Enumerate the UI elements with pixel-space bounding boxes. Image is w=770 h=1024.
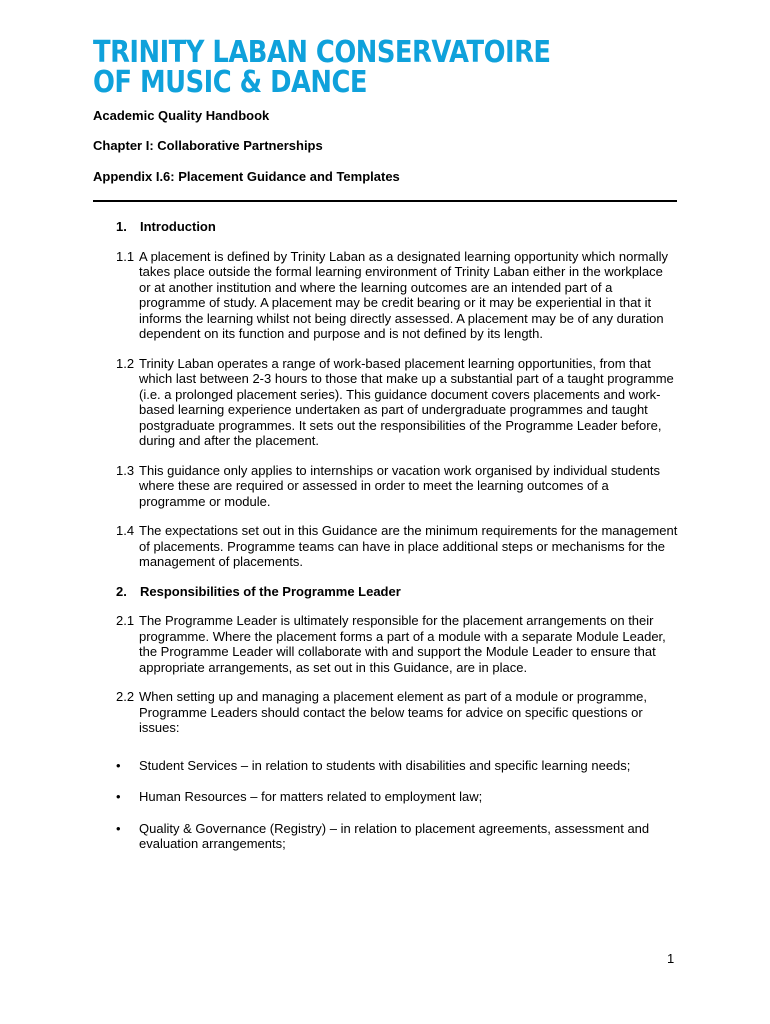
handbook-title: Academic Quality Handbook [93,108,270,123]
paragraph-number: 1.1 [116,248,135,264]
page-number: 1 [667,951,675,966]
chapter-title: Chapter I: Collaborative Partnerships [93,138,323,153]
paragraph-number: 2.1 [116,613,135,628]
paragraph-text: Trinity Laban operates a range of work-based placement learning opportunities, from that which last between 2-3 hours to those that make up a substantial part of a taught programme (i.e. a prolonged placement series). This guidance document covers placements and work-based learning experience undertaken as part of undergraduate programmes and taught postgraduate programmes. It sets out the responsibilities of the Programme Leader before, during and after the placement. [139,355,674,448]
section-heading-responsibilities [116,584,678,600]
paragraph-1-1 [116,249,678,342]
bullet-item-quality-governance [116,821,678,852]
bullet-text: Quality & Governance (Registry) – in relation to placement agreements, assessment and evaluation arrangements; [139,820,650,851]
document-body [116,219,678,868]
section-heading-introduction [116,219,678,235]
bullet-icon: • [116,789,121,804]
paragraph-text: A placement is defined by Trinity Laban as a designated learning opportunity which normally takes place outside the formal learning environment of Trinity Laban either in the workplace or at another institution and where the learning outcomes are an intended part of a programme of study. A placement may be credit bearing or it may be experiential in that it informs the learning whilst not being directly assessed. A placement may be of any duration dependent on its function and purpose and is not defined by its length. [139,248,668,341]
section-title: Introduction [140,219,216,234]
logo-line-1: TRINITY LABAN CONSERVATOIRE [93,35,551,70]
bullet-text: Human Resources – for matters related to employment law; [139,789,483,804]
bullet-icon: • [116,757,121,773]
section-title: Responsibilities of the Programme Leader [140,583,401,599]
paragraph-1-3 [116,463,678,510]
appendix-title: Appendix I.6: Placement Guidance and Templates [93,169,400,184]
header-divider [93,200,677,202]
paragraph-text: The expectations set out in this Guidance are the minimum requirements for the management of placements. Programme teams can have in place additional steps or mechanisms for the management of placements. [139,523,678,569]
institution-logo [93,35,551,100]
bullet-item-student-services [116,758,678,774]
paragraph-text: The Programme Leader is ultimately responsible for the placement arrangements on their programme. Where the placement forms a part of a module with a separate Module Leader, the Programme Leader will collaborate with and support the Module Leader to ensure that appropriate arrangements, as set out in this Guidance, are in place. [139,613,666,675]
paragraph-number: 1.4 [116,523,135,538]
spacer [116,750,678,758]
section-number: 1. [116,219,127,234]
bullet-text: Student Services – in relation to students with disabilities and specific learning needs; [139,757,631,773]
paragraph-text: This guidance only applies to internships or vacation work organised by individual students where these are required or assessed in order to meet the learning outcomes of a programme or module. [139,462,661,509]
paragraph-text: When setting up and managing a placement element as part of a module or programme, Programme Leaders should contact the below teams for advice on specific questions or issues: [139,689,648,735]
paragraph-number: 2.2 [116,689,135,704]
paragraph-number: 1.2 [116,355,135,371]
bullet-icon: • [116,820,121,836]
paragraph-2-2 [116,689,678,736]
paragraph-1-4 [116,523,678,570]
paragraph-2-1 [116,613,678,675]
bullet-item-human-resources [116,789,678,805]
paragraph-1-2 [116,356,678,449]
section-number: 2. [116,583,127,599]
logo-line-2: OF MUSIC & DANCE [93,65,368,100]
paragraph-number: 1.3 [116,462,135,478]
